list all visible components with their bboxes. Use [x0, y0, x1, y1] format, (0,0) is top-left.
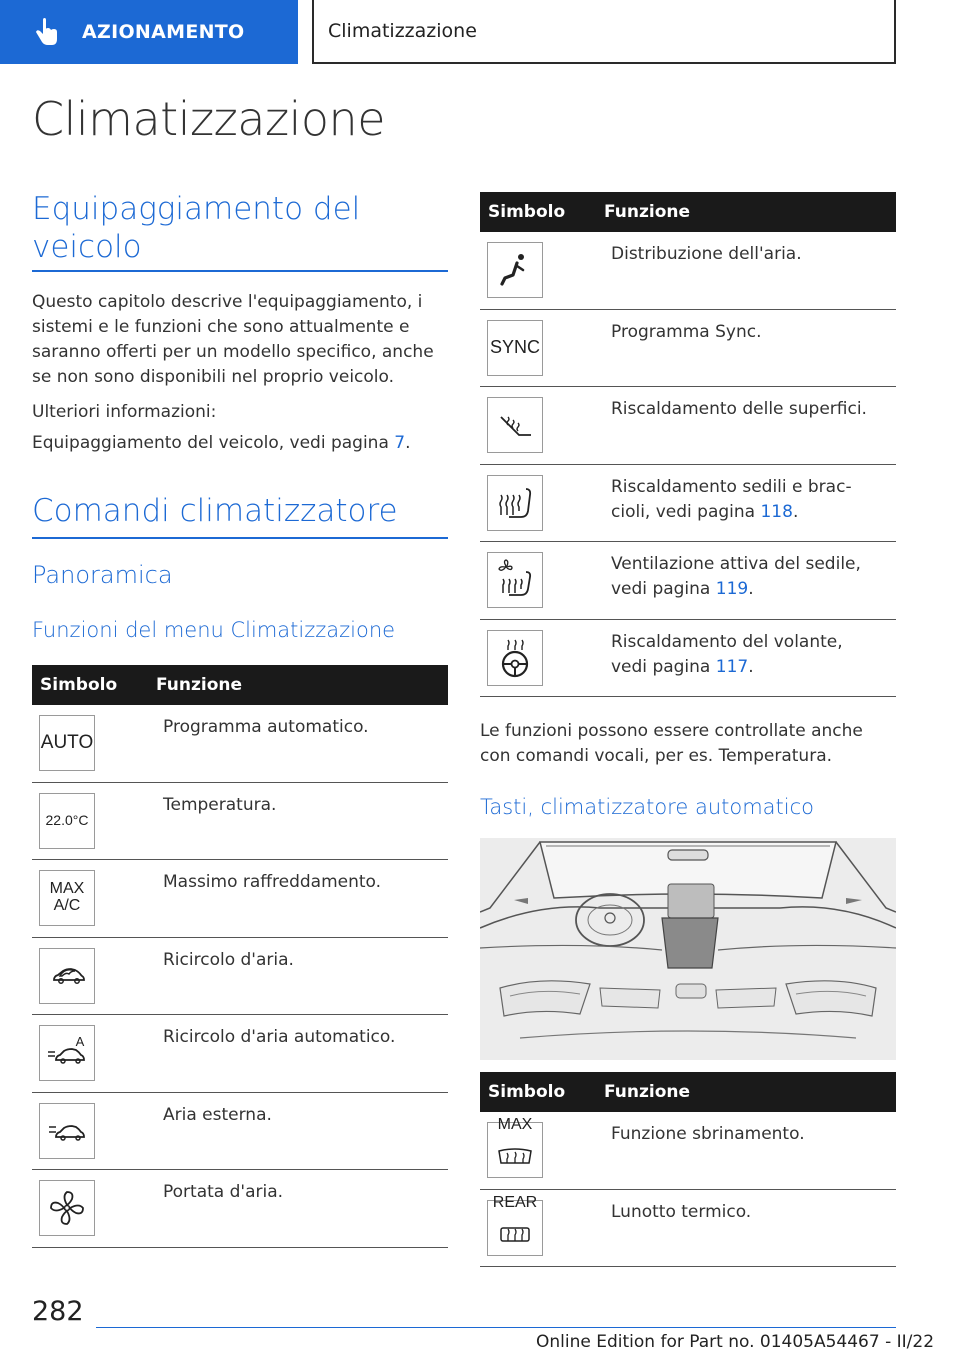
- paragraph-line: se non sono disponibili nel proprio veicolo.: [32, 367, 395, 387]
- reference-end: .: [748, 656, 754, 677]
- table-row: [32, 860, 448, 938]
- header-function: Funzione: [604, 202, 691, 222]
- max-defrost-symbol-text: MAX: [497, 1116, 533, 1134]
- function-text: [611, 552, 886, 602]
- table-row: [480, 465, 896, 543]
- fan-blades-icon: [45, 1186, 89, 1230]
- reference-end: .: [792, 501, 799, 522]
- sync-icon: [487, 320, 543, 376]
- paragraph-line: sistemi e le funzioni che sono attualmente e: [32, 317, 410, 337]
- hand-pointer-icon: [30, 16, 62, 48]
- dashboard-illustration: [480, 838, 896, 1060]
- voice-control-paragraph: [480, 719, 900, 769]
- max-defrost-icon: [487, 1116, 543, 1178]
- footer-divider: [96, 1327, 896, 1328]
- table-header: [480, 192, 896, 232]
- function-text-line: Ventilazione attiva del sedile,: [611, 554, 861, 574]
- page-number: 282: [32, 1296, 84, 1327]
- reference-end: .: [748, 579, 754, 599]
- recirculation-car-icon: [45, 954, 89, 998]
- paragraph-line: Le funzioni possono essere controllate anche: [480, 721, 863, 741]
- paragraph-line: saranno offerti per un modello specifico, anche: [32, 342, 434, 362]
- function-text: Lunotto termico.: [611, 1201, 752, 1222]
- page-link-117[interactable]: 117: [715, 656, 749, 677]
- function-text: [611, 475, 886, 525]
- temperature-icon: [39, 793, 95, 849]
- ventilated-seat-icon: [493, 558, 537, 602]
- edition-note: Online Edition for Part no. 01405A54467 - II/22: [536, 1332, 935, 1352]
- overview-heading: Panoramica: [32, 561, 173, 589]
- heated-seat-icon: [493, 481, 537, 525]
- table-header: [480, 1072, 896, 1112]
- function-text: [611, 242, 886, 267]
- reference-text: vedi pagina: [611, 579, 716, 599]
- air-distribution-icon: [487, 242, 543, 298]
- function-text: [611, 630, 886, 680]
- climate-symbols-table: [480, 192, 896, 697]
- rear-window-heat-icon: [493, 1212, 537, 1256]
- seated-person-icon: [493, 248, 537, 292]
- reference-text: vedi pagina: [611, 656, 716, 677]
- table-row: [32, 1015, 448, 1093]
- buttons-table: [480, 1072, 896, 1267]
- function-text: Temperatura.: [163, 794, 277, 815]
- sync-symbol-text: SYNC: [489, 337, 540, 358]
- outside-air-icon: [39, 1103, 95, 1159]
- table-row: [32, 1170, 448, 1248]
- reference-text: Equipaggiamento del veicolo, vedi pagina: [32, 433, 395, 453]
- table-row: [480, 310, 896, 388]
- max-ac-line1: MAX: [49, 880, 85, 898]
- car-interior-drawing: [480, 838, 896, 1060]
- chapter-title: Climatizzazione: [328, 20, 477, 42]
- steering-wheel-heating-icon: [487, 630, 543, 686]
- function-text-line: [611, 655, 886, 680]
- heated-surface-icon: [493, 403, 537, 447]
- equipment-reference: [32, 431, 411, 456]
- page-link-7[interactable]: 7: [394, 433, 406, 453]
- heading-divider: [32, 270, 448, 272]
- page-link-118[interactable]: 118: [760, 501, 793, 522]
- table-row: [32, 783, 448, 861]
- heading-divider: [32, 537, 448, 539]
- table-header: [32, 665, 448, 705]
- section-label: AZIONAMENTO: [82, 21, 245, 43]
- function-text-line: Distribuzione dell'aria.: [611, 244, 802, 264]
- function-text: Portata d'aria.: [163, 1182, 284, 1202]
- header-symbol: Simbolo: [488, 1082, 566, 1102]
- equipment-heading: [32, 190, 360, 266]
- header-symbol: Simbolo: [40, 675, 118, 695]
- paragraph-line: con comandi vocali, per es. Temperatura.: [480, 746, 833, 766]
- seat-ventilation-icon: [487, 552, 543, 608]
- equipment-paragraph: [32, 290, 452, 390]
- table-row: [480, 232, 896, 310]
- table-row: [480, 1190, 896, 1268]
- menu-functions-heading: Funzioni del menu Climatizzazione: [32, 618, 396, 642]
- header-symbol: Simbolo: [488, 202, 566, 222]
- function-text: [611, 320, 886, 345]
- function-text: Aria esterna.: [163, 1104, 272, 1125]
- more-info-label: Ulteriori informazioni:: [32, 402, 217, 422]
- section-tab[interactable]: [0, 0, 298, 64]
- function-text: [611, 397, 886, 422]
- max-ac-line2: A/C: [53, 897, 81, 914]
- paragraph-line: Questo capitolo descrive l'equipaggiamento, i: [32, 292, 423, 312]
- table-row: [480, 1112, 896, 1190]
- reference-text: cioli, vedi pagina: [611, 501, 761, 522]
- max-ac-icon: [39, 870, 95, 926]
- function-text-line: Riscaldamento del volante,: [611, 631, 843, 652]
- header-function: Funzione: [156, 675, 243, 695]
- function-text: Funzione sbrinamento.: [611, 1124, 805, 1144]
- rear-window-defrost-icon: [487, 1193, 543, 1256]
- function-text-line: Programma Sync.: [611, 321, 762, 342]
- buttons-heading: Tasti, climatizzatore automatico: [480, 795, 815, 819]
- rear-defrost-symbol-text: REAR: [492, 1193, 538, 1211]
- auto-symbol-text: AUTO: [40, 732, 94, 754]
- outside-air-car-icon: [45, 1109, 89, 1153]
- function-text: Programma automatico.: [163, 717, 369, 737]
- menu-functions-table: [32, 665, 448, 1248]
- function-text-line: Riscaldamento delle superfici.: [611, 399, 867, 419]
- header-function: Funzione: [604, 1082, 691, 1102]
- function-text: Ricircolo d'aria.: [163, 949, 294, 970]
- function-text: Massimo raffreddamento.: [163, 872, 382, 892]
- fan-icon: [39, 1180, 95, 1236]
- auto-recirculation-icon: [39, 1025, 95, 1081]
- temperature-symbol-text: 22.0°C: [45, 812, 89, 829]
- auto-icon: [39, 715, 95, 771]
- auto-recirculation-letter: A: [75, 1034, 85, 1049]
- table-row: [32, 938, 448, 1016]
- controls-heading: Comandi climatizzatore: [32, 493, 398, 529]
- equipment-heading-line2: veicolo: [32, 229, 142, 265]
- page-title: Climatizzazione: [32, 92, 385, 146]
- reference-end: .: [405, 433, 411, 453]
- heated-steering-wheel-icon: [493, 636, 537, 680]
- surface-heating-icon: [487, 397, 543, 453]
- table-row: [480, 620, 896, 698]
- table-row: [480, 387, 896, 465]
- function-text-line: [611, 500, 886, 525]
- equipment-heading-line1: Equipaggiamento del: [32, 191, 361, 227]
- windshield-heat-icon: [493, 1134, 537, 1178]
- auto-recirculation-car-icon: [45, 1031, 89, 1075]
- table-row: [480, 542, 896, 620]
- chapter-title-box: [312, 0, 896, 64]
- recirculation-icon: [39, 948, 95, 1004]
- function-text: Ricircolo d'aria automatico.: [163, 1027, 396, 1047]
- page-link-119[interactable]: 119: [715, 579, 749, 599]
- seat-heating-icon: [487, 475, 543, 531]
- table-row: [32, 1093, 448, 1171]
- table-row: [32, 705, 448, 783]
- function-text-line: [611, 577, 886, 602]
- function-text-line: Riscaldamento sedili e brac-: [611, 476, 852, 497]
